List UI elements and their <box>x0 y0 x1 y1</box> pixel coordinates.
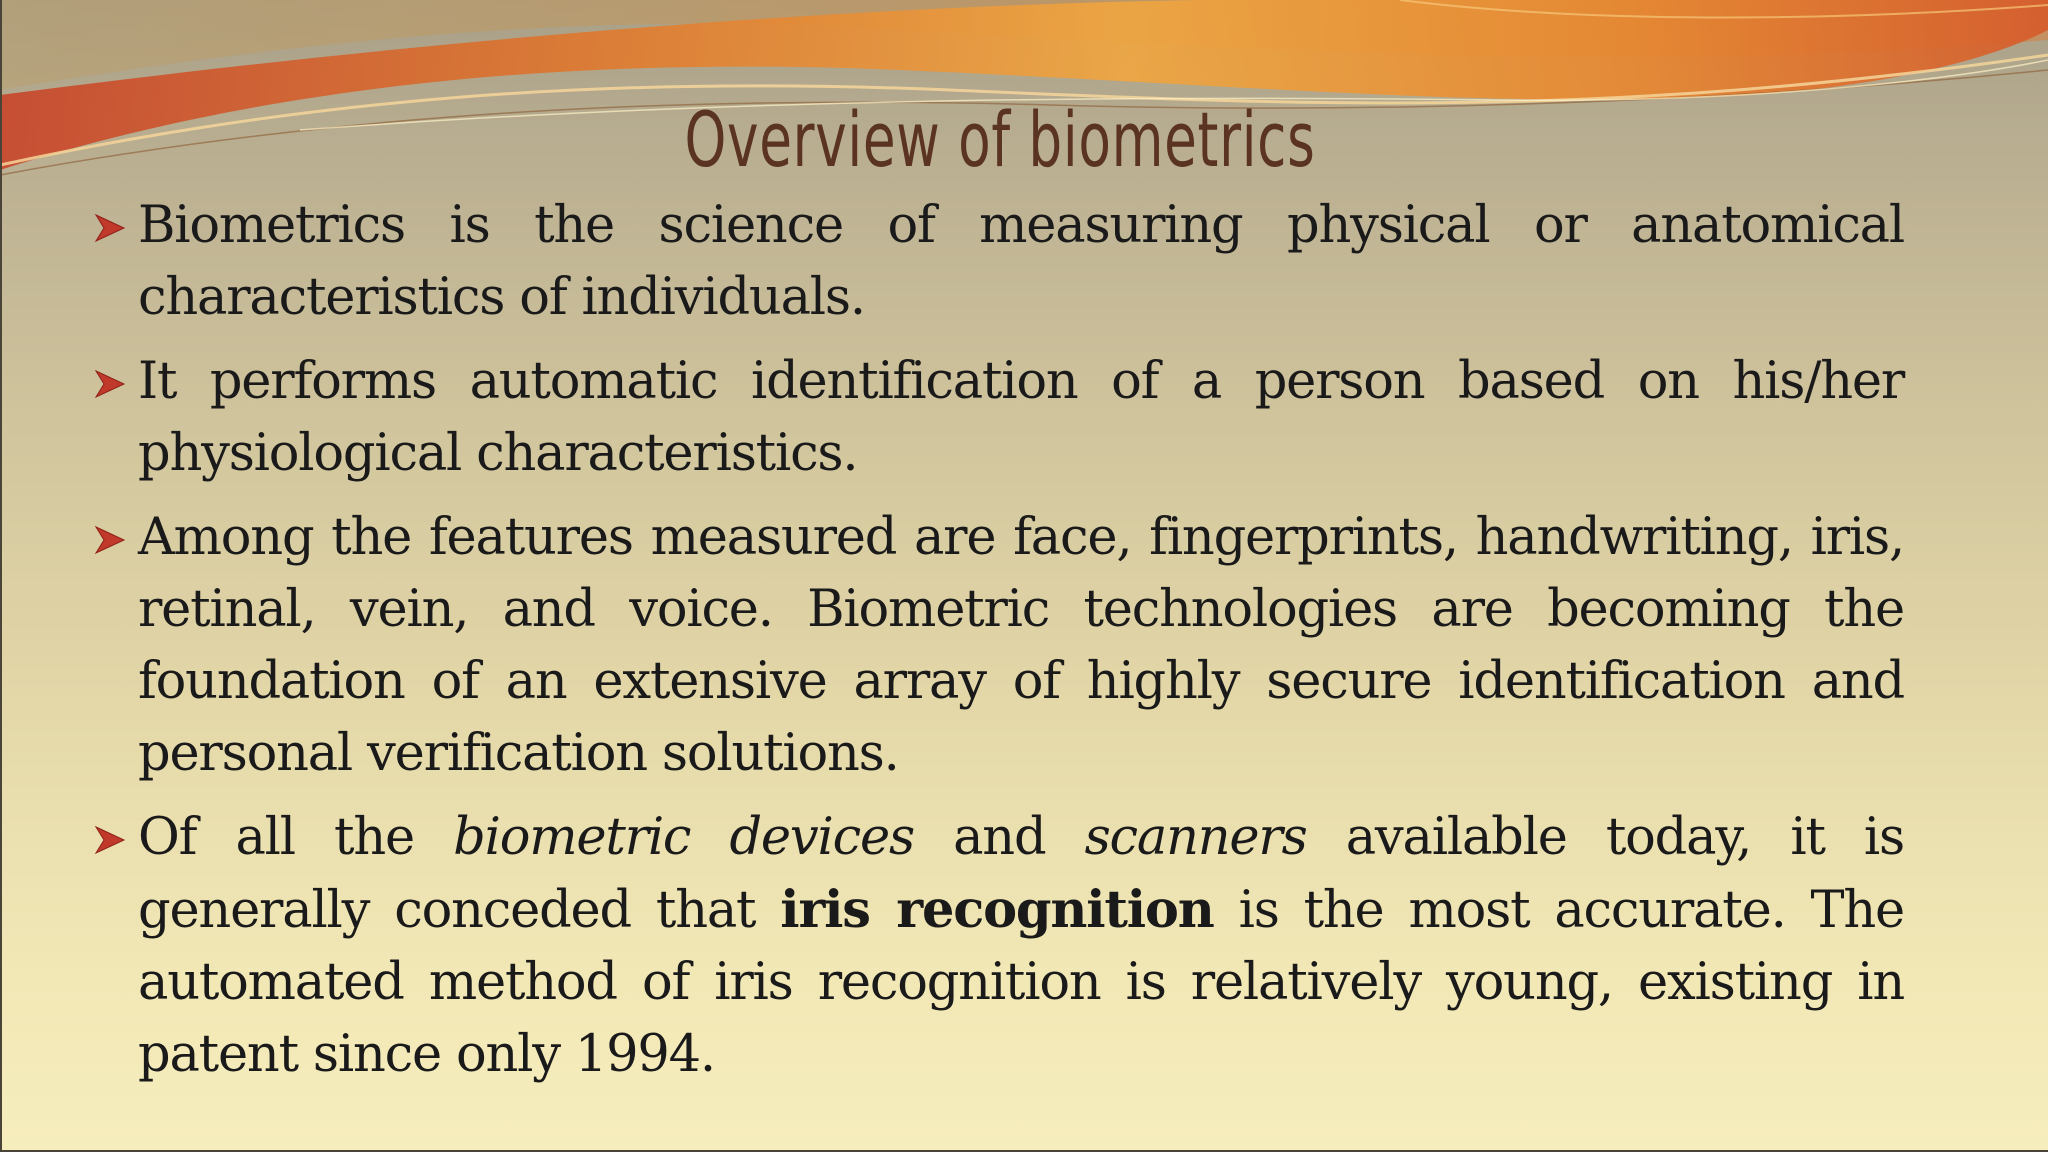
arrow-bullet-icon <box>92 210 128 246</box>
italic-term-biometric-devices: biometric devices <box>453 808 914 867</box>
bullet-text: It performs automatic identification of a person based on his/her physiological characteristics. <box>138 352 1904 483</box>
arrow-bullet-icon <box>92 522 128 558</box>
bold-term-iris-recognition: iris recognition <box>780 880 1214 940</box>
bullet-text: Among the features measured are face, fingerprints, handwriting, iris, retinal, vein, and voice. Biometric technologies are becoming the foundation of an extensive array of highly secure identification and personal verification solutions. <box>138 508 1904 783</box>
bullet-text: Biometrics is the science of measuring physical or anatomical characteristics of individuals. <box>138 196 1904 327</box>
arrow-bullet-icon <box>92 822 128 858</box>
bullet-item <box>138 346 1904 490</box>
slide-title: Overview of biometrics <box>684 95 1316 184</box>
bullet-text-part: available today, it is generally conceded that <box>138 808 1904 940</box>
bullet-item <box>138 502 1904 790</box>
bullet-item <box>138 190 1904 334</box>
bullet-text-part: and <box>913 808 1085 867</box>
bullet-list <box>138 190 1904 1103</box>
bullet-text-part: Of all the <box>138 808 454 867</box>
italic-term-scanners: scanners <box>1084 808 1307 867</box>
arrow-bullet-icon <box>92 366 128 402</box>
bullet-item <box>138 802 1904 1091</box>
bullet-text-part: is the most accurate. The automated method of iris recognition is relatively young, existing in patent since only 1994. <box>138 881 1904 1084</box>
